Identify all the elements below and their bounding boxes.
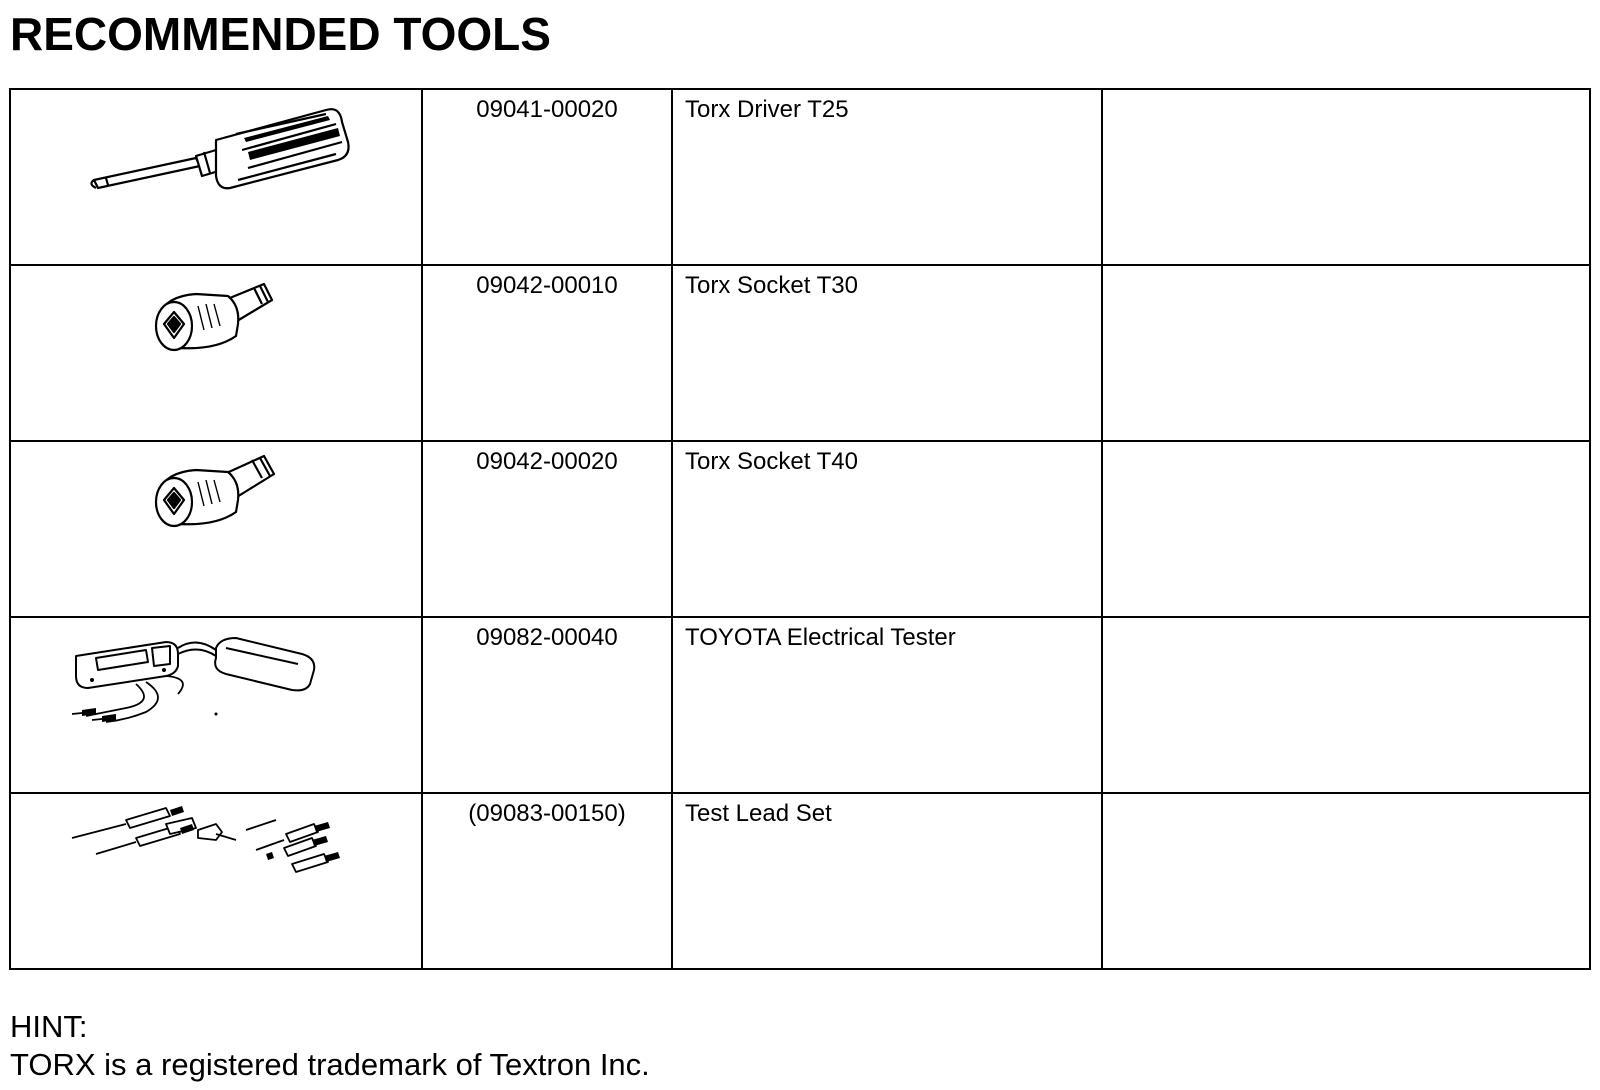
tool-name-cell: Test Lead Set	[672, 793, 1102, 969]
electrical-tester-icon	[66, 618, 366, 728]
part-number-cell: 09041-00020	[422, 89, 672, 265]
table-row	[10, 793, 1590, 969]
page-title: RECOMMENDED TOOLS	[10, 8, 551, 60]
part-number-cell: 09042-00010	[422, 265, 672, 441]
note-cell	[1102, 265, 1590, 441]
illustration-cell	[10, 617, 422, 793]
note-cell	[1102, 793, 1590, 969]
note-cell	[1102, 617, 1590, 793]
tool-name-cell: Torx Driver T25	[672, 89, 1102, 265]
illustration-cell	[10, 441, 422, 617]
table-row	[10, 265, 1590, 441]
hint-label: HINT:	[10, 1009, 88, 1044]
note-cell	[1102, 441, 1590, 617]
torx-socket-icon	[136, 442, 296, 542]
part-number-cell: 09042-00020	[422, 441, 672, 617]
table-row	[10, 617, 1590, 793]
tool-name-cell: Torx Socket T30	[672, 265, 1102, 441]
table-row	[10, 441, 1590, 617]
torx-driver-icon	[66, 90, 366, 200]
note-cell	[1102, 89, 1590, 265]
illustration-cell	[10, 265, 422, 441]
hint-block	[10, 1008, 650, 1084]
tool-name-cell: Torx Socket T40	[672, 441, 1102, 617]
torx-socket-icon	[136, 266, 296, 366]
illustration-cell	[10, 793, 422, 969]
table-row	[10, 89, 1590, 265]
tool-name-cell: TOYOTA Electrical Tester	[672, 617, 1102, 793]
tools-table	[9, 88, 1591, 970]
part-number-cell: (09083-00150)	[422, 793, 672, 969]
test-lead-set-icon	[66, 794, 366, 884]
illustration-cell	[10, 89, 422, 265]
part-number-cell: 09082-00040	[422, 617, 672, 793]
hint-text: TORX is a registered trademark of Textron Inc.	[10, 1047, 650, 1082]
